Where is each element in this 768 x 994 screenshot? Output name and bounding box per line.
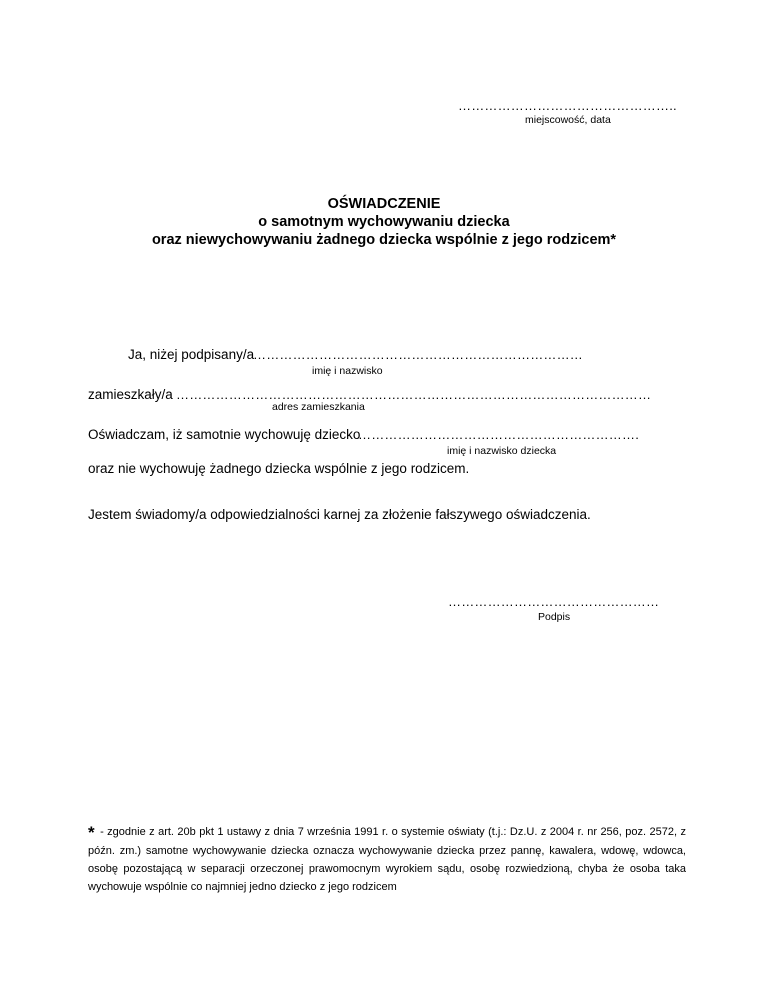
footnote bbox=[88, 823, 686, 896]
footnote-text: - zgodnie z art. 20b pkt 1 ustawy z dnia 7 września 1991 r. o systemie oświaty (t.j.: Dz.U. z 2004 r. nr 256, poz. 2572, z późn. zm.) samotne wychowywanie dziecka oznacza wychowywanie dziecka przez pannę, kawalera, wdowę, wdowca, osobę pozostającą w separacji orzeczonej prawomocnym wyrokiem sądu, osobę rozwiedzioną, chyba że osoba taka wychowuje wspólnie co najmniej jedno dziecko z jego rodzicem bbox=[88, 826, 686, 893]
place-date-dots: ………………………………………….. bbox=[458, 98, 677, 113]
signature-label: Podpis bbox=[538, 611, 571, 623]
signature-dots: ………………………………………… bbox=[448, 594, 660, 609]
child-text: Oświadczam, iż samotnie wychowuję dziecko bbox=[88, 427, 361, 442]
address-text: zamieszkały/a bbox=[88, 387, 173, 402]
address-dots: ……………………………………………………………………………………………… bbox=[176, 387, 652, 402]
awareness-statement: Jestem świadomy/a odpowiedzialności karnej za złożenie fałszywego oświadczenia. bbox=[88, 507, 591, 522]
footnote-asterisk: * bbox=[88, 823, 95, 842]
child-name-label: imię i nazwisko dziecka bbox=[447, 445, 557, 457]
child-name-dots: ………………………………………………………. bbox=[358, 427, 640, 442]
address-label: adres zamieszkania bbox=[272, 401, 365, 413]
declarant-text: Ja, niżej podpisany/a bbox=[128, 347, 255, 362]
document-subtitle-line-1: o samotnym wychowywaniu dziecka bbox=[258, 214, 510, 230]
place-date-label: miejscowość, data bbox=[525, 114, 611, 126]
statement-line: oraz nie wychowuję żadnego dziecka wspólnie z jego rodzicem. bbox=[88, 461, 470, 476]
document-subtitle-line-2: oraz niewychowywaniu żadnego dziecka wspólnie z jego rodzicem* bbox=[151, 232, 617, 248]
declarant-name-dots: ………………………………………………………………… bbox=[253, 347, 583, 362]
declarant-name-label: imię i nazwisko bbox=[312, 365, 383, 377]
document-title: OŚWIADCZENIE bbox=[327, 196, 441, 212]
